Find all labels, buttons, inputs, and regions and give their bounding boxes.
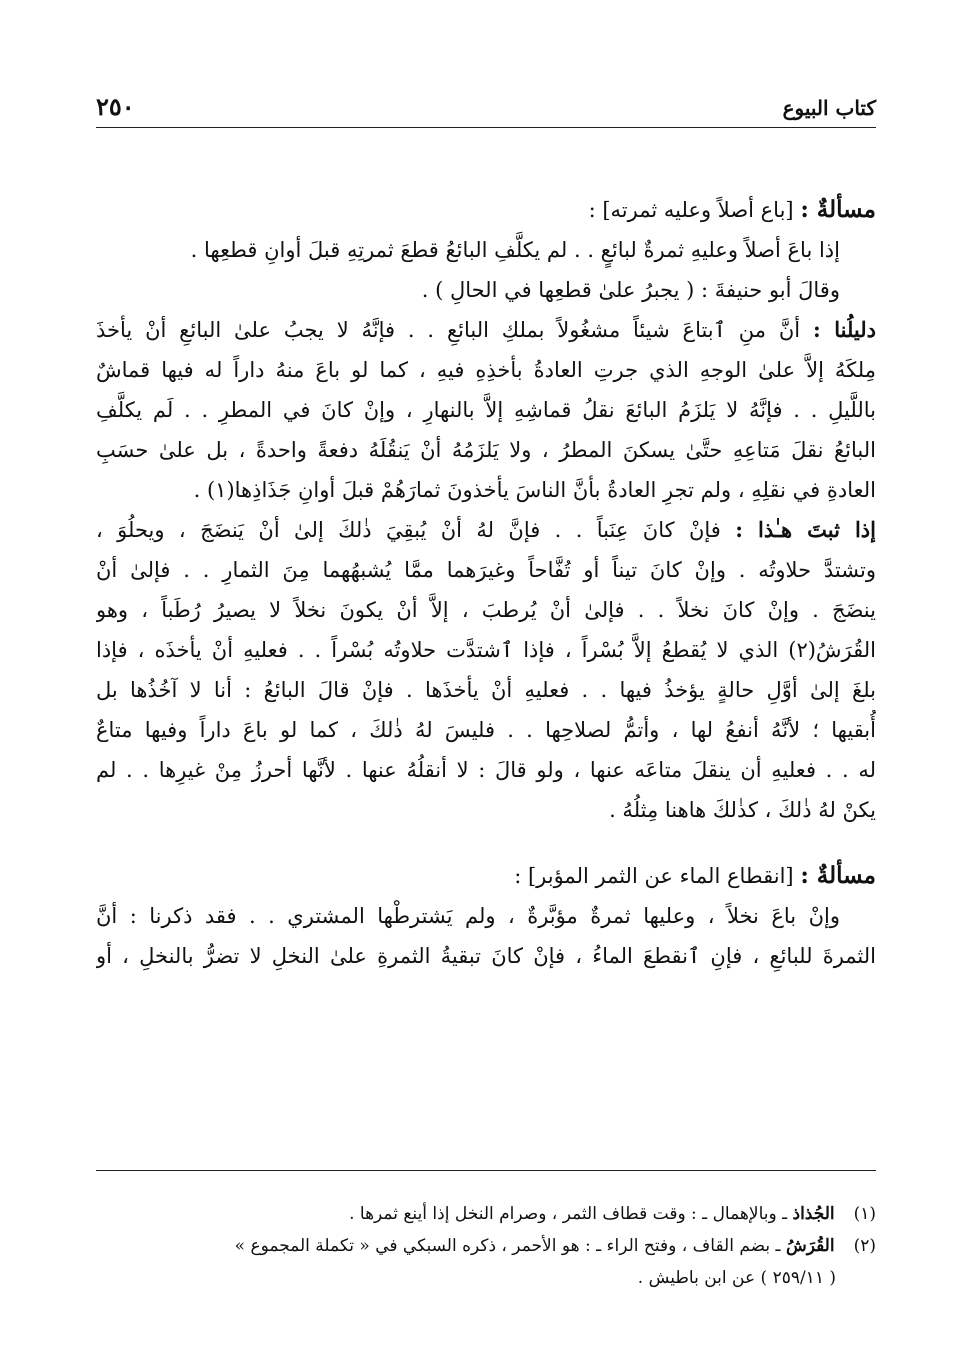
- paragraph-line: العادةِ في نقلِهِ ، ولم تجرِ العادةُ بأنَّ الناسَ يأخذونَ ثمارَهُمْ قبلَ أوانِ جَذَاذِها(١) .: [193, 478, 876, 502]
- main-text: [96, 190, 876, 976]
- header-rule: [96, 127, 876, 128]
- footnote-text: ـ وبالإهمال ـ : وقت قطاف الثمر ، وصرام النخل إذا أينع ثمرها .: [349, 1204, 788, 1224]
- section-gap: [96, 830, 876, 856]
- issue-subtitle: [انقطاع الماء عن الثمر المؤبر] :: [514, 864, 794, 888]
- footnote-1: [96, 1198, 876, 1230]
- paragraph-line: له . . فعليهِ أن ينقلَ متاعَه عنها ، ولو قالَ : لا أنقلُهُ عنها . لأنَّها أحرزُ مِنْ غيرِها . . لم: [96, 758, 876, 782]
- paragraph-line: مِلكَهُ إلاَّ علىٰ الوجهِ الذي جرتِ العادةُ بأخذِهِ فيهِ ، كما لو باعَ منهُ داراً له فيها قماشٌ: [96, 358, 876, 382]
- footnote-mark: (٢): [853, 1236, 876, 1256]
- paragraph-line: الثمرةَ للبائعِ ، فإنِ ٱنقطعَ الماءُ ، فإنْ كانَ تبقيةُ الثمرةِ علىٰ النخلِ لا تضرُّ بالنخلِ ، أو: [96, 944, 876, 968]
- paragraph-line: أُبقيها ؛ لأنَّهُ أنفعُ لها ، وأتمُّ لصلاحِها . . فليسَ لهُ ذٰلكَ ، كما لو باعَ داراً وفيها متاعٌ: [96, 718, 876, 742]
- footnote-text: ـ بضم القاف ، وفتح الراء ـ : هو الأحمر ، ذكره السبكي في « تكملة المجموع »: [234, 1236, 781, 1256]
- paragraph-text: أنَّ منِ ٱبتاعَ شيئاً مشغُولاً بملكِ البائعِ . . فإنَّهُ لا يجبُ علىٰ البائعِ أنْ يأخذَ: [96, 318, 801, 342]
- page-header: [96, 92, 876, 126]
- issue-heading-line: [96, 190, 876, 230]
- footnote-term: الجُذاذ: [792, 1204, 835, 1224]
- issue-section-2: [96, 856, 876, 976]
- running-title: كتاب البيوع: [782, 96, 876, 120]
- paragraph-line: وتشتدَّ حلاوتُه . وإنْ كانَ تيناً أو تُفَّاحاً وغيرَهما ممَّا يُشبهُهما مِنَ الثمارِ . . فإلىٰ أنْ: [96, 558, 876, 582]
- footnote-2-continuation: ( ٢٥٩/١١ ) عن ابن باطيش .: [637, 1268, 836, 1288]
- paragraph-line: بلغَ إلىٰ أوَّلِ حالةٍ يؤخذُ فيها . . فعليهِ أنْ يأخذَها . فإنْ قالَ البائعُ : أنا لا آخُذُها بل: [96, 678, 876, 702]
- paragraph-line: باللَّيلِ . . فإنَّهُ لا يَلزَمُ البائعَ نقلُ قماشِهِ إلاَّ بالنهارِ ، وإنْ كانَ في المطرِ . . لَم يكلَّفِ: [96, 398, 876, 422]
- paragraph-line: وقالَ أبو حنيفةَ : ( يجبرُ علىٰ قطعِها في الحالِ ) .: [421, 278, 840, 302]
- paragraph-line: ينضَجَ . وإنْ كانَ نخلاً . . فإلىٰ أنْ يُرطبَ ، إلاَّ أنْ يكونَ نخلاً لا يصيرُ رُطَباً ، وهو: [96, 598, 876, 622]
- issue-heading: مسألةٌ :: [800, 862, 876, 889]
- established-paragraph: [96, 510, 876, 830]
- footnote-mark: (١): [853, 1204, 876, 1224]
- footnotes: [96, 1198, 876, 1294]
- page-number: ٢٥٠: [96, 92, 135, 121]
- paragraph-line: القُرَشُ(٢) الذي لا يُقطعُ إلاَّ بُسْراً ، فإذا ٱشتدَّت حلاوتُه بُسْراً . . فعليهِ أنْ يأخذَه ، فإذا: [96, 638, 876, 662]
- issue-section-1: [96, 190, 876, 310]
- paragraph-line: البائعُ نقلَ مَتاعِهِ حتَّىٰ يسكنَ المطرُ ، ولا يَلزَمُهُ أنْ يَنقُلَهُ دفعةً واحدةً ، بل علىٰ حسَبِ: [96, 438, 876, 462]
- issue-heading: مسألةٌ :: [800, 196, 876, 223]
- evidence-paragraph: [96, 310, 876, 510]
- paragraph-line: [96, 310, 876, 350]
- paragraph-lead: دليلُنا :: [812, 317, 876, 342]
- paragraph-line: وإنْ باعَ نخلاً ، وعليها ثمرةٌ مؤبَّرةٌ ، ولم يَشترطْها المشتري . . فقد ذكرنا : أنَّ: [96, 904, 840, 928]
- footnote-rule: [96, 1170, 876, 1171]
- paragraph-text: فإنْ كانَ عِنَباً . . فإنَّ لهُ أنْ يُبقِيَ ذٰلكَ إلىٰ أنْ يَنضَجَ ، ويحلُوَ ،: [96, 518, 721, 542]
- paragraph-line: [96, 510, 876, 550]
- issue-heading-line: [96, 856, 876, 896]
- paragraph-lead: إذا ثبتَ هـٰذا :: [735, 517, 876, 542]
- footnote-2: [96, 1230, 876, 1262]
- paragraph-line: يكنْ لهُ ذٰلكَ ، كذٰلكَ هاهنا مِثلُهُ .: [609, 798, 876, 822]
- paragraph-line: إذا باعَ أصلاً وعليهِ ثمرةٌ لبائعٍ . . لم يكلَّفِ البائعُ قطعَ ثمرتِهِ قبلَ أوانِ قطعِها .: [190, 238, 840, 262]
- footnote-term: القُرَشُ: [785, 1236, 835, 1256]
- issue-subtitle: [باع أصلاً وعليه ثمرته] :: [588, 198, 794, 222]
